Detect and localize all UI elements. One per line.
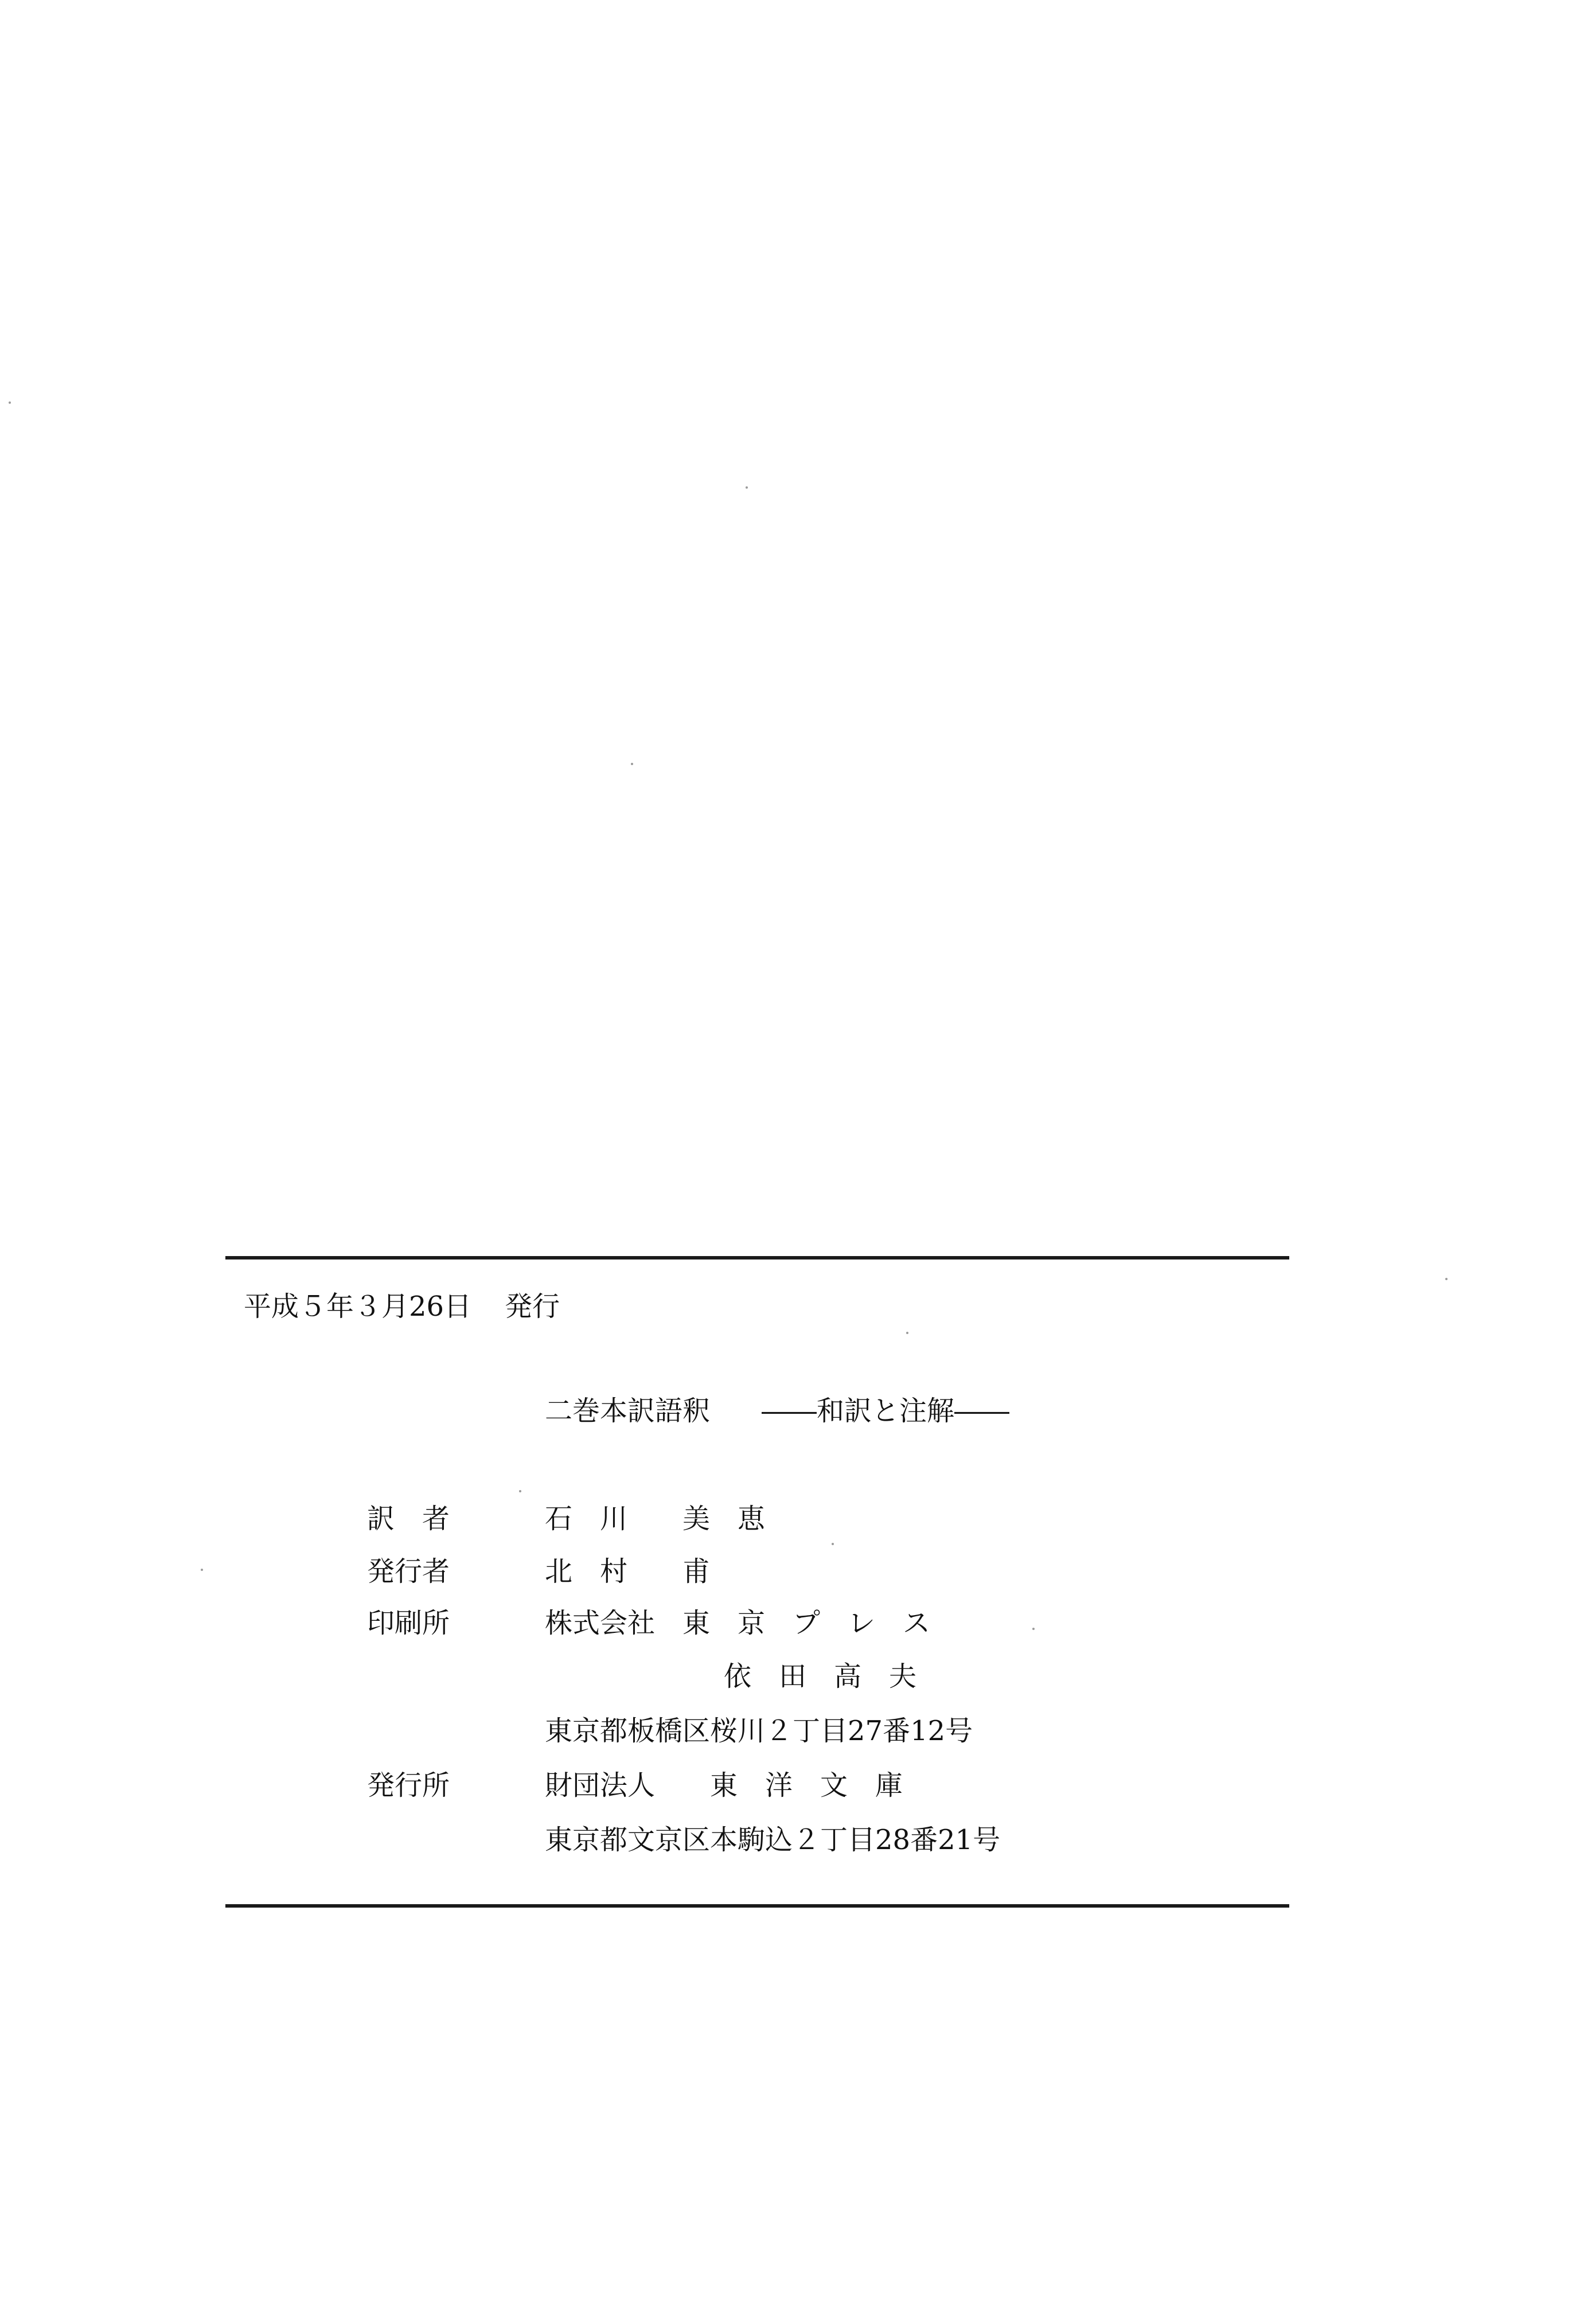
printer-address: 東京都板橋区桜川２丁目27番12号 (545, 1715, 973, 1747)
scan-speck (519, 1490, 521, 1492)
scan-speck (631, 763, 633, 765)
top-rule (225, 1256, 1289, 1260)
book-title: 二巻本訳語釈 (545, 1395, 711, 1427)
publication-date: 平成５年３月26日 (244, 1290, 472, 1323)
printer-person: 依 田 高 夫 (724, 1660, 917, 1693)
bottom-rule (225, 1904, 1289, 1908)
publisher-label: 発行者 (367, 1555, 450, 1588)
scan-speck (1445, 1278, 1448, 1280)
issuer-address: 東京都文京区本駒込２丁目28番21号 (545, 1824, 1001, 1856)
scan-speck (1032, 1628, 1035, 1630)
scan-speck (746, 486, 748, 489)
publisher-name: 北 村 甫 (545, 1555, 711, 1588)
translator-name: 石 川 美 恵 (545, 1503, 766, 1535)
scan-speck (201, 1569, 203, 1571)
issuer-name: 財団法人 東 洋 文 庫 (545, 1769, 903, 1802)
issuer-label: 発行所 (367, 1769, 450, 1802)
scan-speck (9, 401, 11, 404)
scan-speck (832, 1543, 834, 1545)
scan-speck (906, 1332, 908, 1334)
printer-company: 株式会社 東 京 プ レ ス (545, 1607, 931, 1639)
issue-label: 発行 (505, 1290, 560, 1323)
translator-label: 訳 者 (367, 1503, 450, 1535)
printer-label: 印刷所 (367, 1607, 450, 1639)
book-subtitle: ――和訳と注解―― (762, 1395, 1010, 1427)
